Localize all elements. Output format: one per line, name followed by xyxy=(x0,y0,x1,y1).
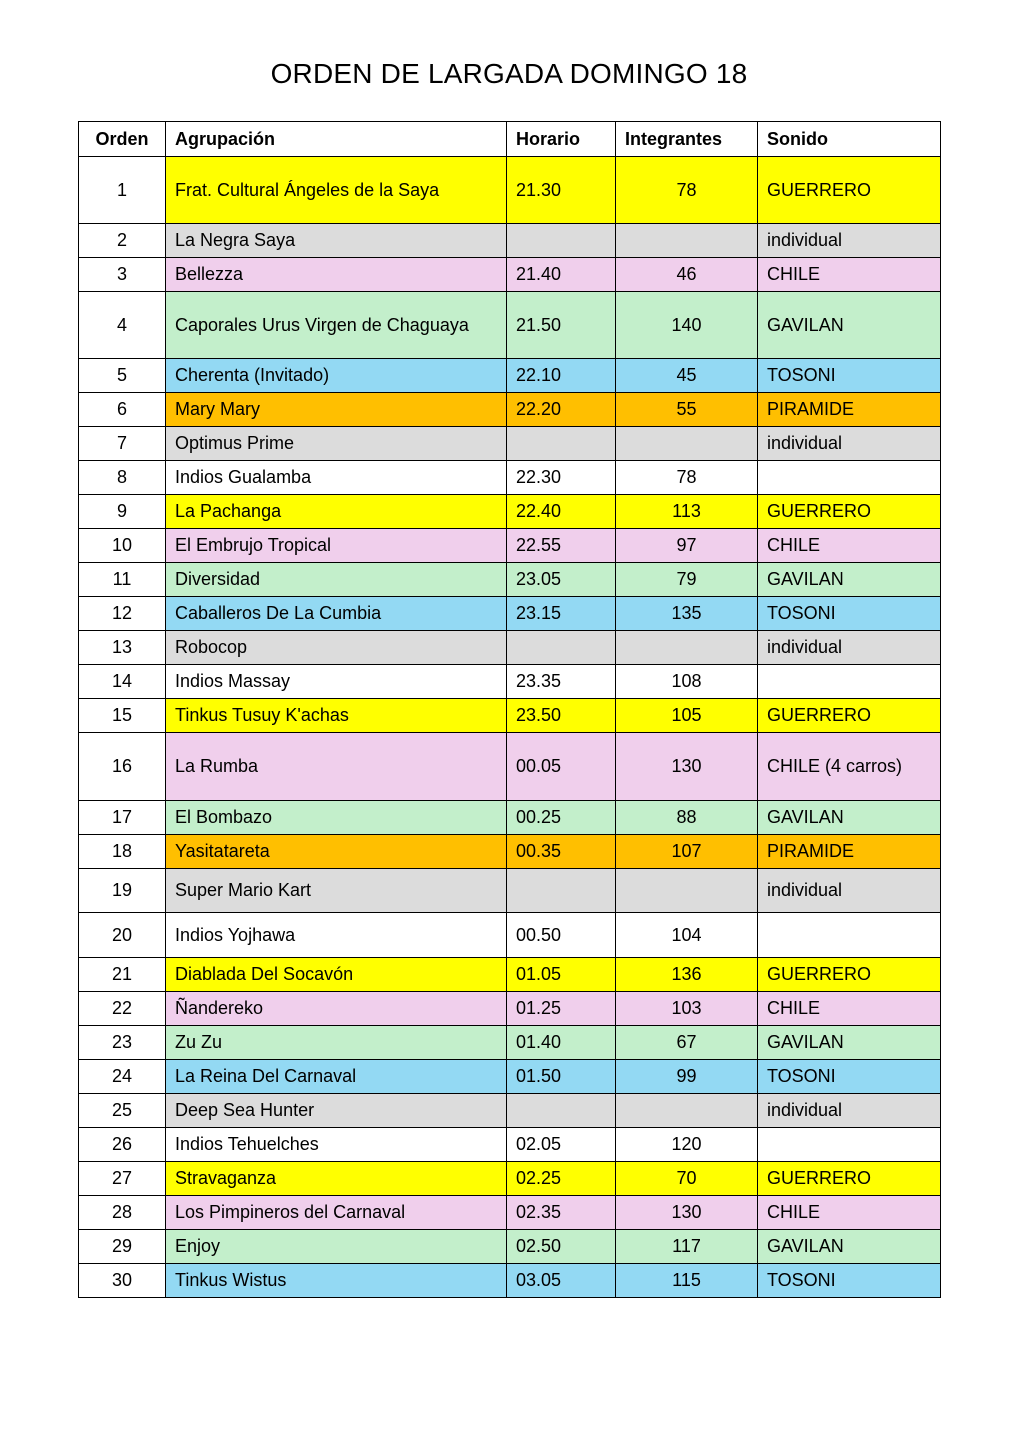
cell-sonido: CHILE xyxy=(758,992,941,1026)
cell-integrantes: 88 xyxy=(616,801,758,835)
cell-sonido: GAVILAN xyxy=(758,801,941,835)
table-row xyxy=(79,733,941,801)
cell-orden: 20 xyxy=(79,913,166,958)
table-row xyxy=(79,359,941,393)
cell-integrantes: 99 xyxy=(616,1060,758,1094)
cell-sonido: individual xyxy=(758,427,941,461)
table-row xyxy=(79,495,941,529)
cell-integrantes xyxy=(616,427,758,461)
table-row xyxy=(79,1060,941,1094)
cell-horario: 01.40 xyxy=(507,1026,616,1060)
header-orden: Orden xyxy=(79,122,166,157)
start-order-table xyxy=(78,121,941,1298)
cell-agrupacion: Diablada Del Socavón xyxy=(166,958,507,992)
cell-orden: 8 xyxy=(79,461,166,495)
table-row xyxy=(79,631,941,665)
cell-sonido: CHILE xyxy=(758,258,941,292)
cell-integrantes: 113 xyxy=(616,495,758,529)
cell-horario: 01.05 xyxy=(507,958,616,992)
cell-agrupacion: Diversidad xyxy=(166,563,507,597)
cell-sonido: GUERRERO xyxy=(758,495,941,529)
cell-integrantes: 140 xyxy=(616,292,758,359)
cell-sonido: GAVILAN xyxy=(758,563,941,597)
table-row xyxy=(79,597,941,631)
cell-integrantes: 130 xyxy=(616,733,758,801)
cell-orden: 28 xyxy=(79,1196,166,1230)
cell-integrantes: 104 xyxy=(616,913,758,958)
cell-horario: 00.05 xyxy=(507,733,616,801)
cell-horario: 23.50 xyxy=(507,699,616,733)
cell-integrantes: 70 xyxy=(616,1162,758,1196)
cell-agrupacion: Caporales Urus Virgen de Chaguaya xyxy=(166,292,507,359)
cell-sonido: GUERRERO xyxy=(758,1162,941,1196)
cell-orden: 26 xyxy=(79,1128,166,1162)
cell-agrupacion: La Rumba xyxy=(166,733,507,801)
cell-integrantes: 130 xyxy=(616,1196,758,1230)
cell-agrupacion: Tinkus Wistus xyxy=(166,1264,507,1298)
cell-orden: 11 xyxy=(79,563,166,597)
cell-sonido: CHILE xyxy=(758,529,941,563)
table-row xyxy=(79,835,941,869)
cell-horario: 02.25 xyxy=(507,1162,616,1196)
cell-orden: 19 xyxy=(79,869,166,913)
cell-agrupacion: Zu Zu xyxy=(166,1026,507,1060)
cell-integrantes xyxy=(616,1094,758,1128)
table-row xyxy=(79,563,941,597)
cell-sonido: PIRAMIDE xyxy=(758,835,941,869)
table-row xyxy=(79,699,941,733)
cell-horario xyxy=(507,869,616,913)
cell-agrupacion: Indios Massay xyxy=(166,665,507,699)
cell-agrupacion: Caballeros De La Cumbia xyxy=(166,597,507,631)
cell-horario: 21.50 xyxy=(507,292,616,359)
cell-orden: 16 xyxy=(79,733,166,801)
table-row xyxy=(79,393,941,427)
cell-agrupacion: Indios Gualamba xyxy=(166,461,507,495)
cell-sonido: GAVILAN xyxy=(758,1026,941,1060)
cell-sonido: GUERRERO xyxy=(758,157,941,224)
cell-agrupacion: Deep Sea Hunter xyxy=(166,1094,507,1128)
cell-orden: 7 xyxy=(79,427,166,461)
header-sonido: Sonido xyxy=(758,122,941,157)
cell-horario: 21.40 xyxy=(507,258,616,292)
table-row xyxy=(79,1196,941,1230)
table-row xyxy=(79,1094,941,1128)
cell-sonido: CHILE xyxy=(758,1196,941,1230)
cell-agrupacion: El Bombazo xyxy=(166,801,507,835)
table-row xyxy=(79,427,941,461)
cell-integrantes: 117 xyxy=(616,1230,758,1264)
cell-agrupacion: Mary Mary xyxy=(166,393,507,427)
cell-agrupacion: Indios Yojhawa xyxy=(166,913,507,958)
cell-sonido: individual xyxy=(758,1094,941,1128)
cell-integrantes: 103 xyxy=(616,992,758,1026)
cell-orden: 30 xyxy=(79,1264,166,1298)
cell-sonido xyxy=(758,461,941,495)
cell-sonido: CHILE (4 carros) xyxy=(758,733,941,801)
cell-horario: 00.35 xyxy=(507,835,616,869)
cell-horario: 22.55 xyxy=(507,529,616,563)
cell-horario: 22.40 xyxy=(507,495,616,529)
cell-integrantes: 67 xyxy=(616,1026,758,1060)
cell-agrupacion: Ñandereko xyxy=(166,992,507,1026)
cell-orden: 22 xyxy=(79,992,166,1026)
cell-integrantes: 45 xyxy=(616,359,758,393)
cell-integrantes: 55 xyxy=(616,393,758,427)
cell-agrupacion: Yasitatareta xyxy=(166,835,507,869)
cell-agrupacion: Cherenta (Invitado) xyxy=(166,359,507,393)
cell-agrupacion: La Pachanga xyxy=(166,495,507,529)
cell-orden: 1 xyxy=(79,157,166,224)
cell-horario: 03.05 xyxy=(507,1264,616,1298)
cell-orden: 10 xyxy=(79,529,166,563)
table-row xyxy=(79,258,941,292)
cell-sonido: TOSONI xyxy=(758,597,941,631)
cell-orden: 23 xyxy=(79,1026,166,1060)
table-row xyxy=(79,869,941,913)
table-row xyxy=(79,292,941,359)
cell-orden: 27 xyxy=(79,1162,166,1196)
cell-integrantes xyxy=(616,631,758,665)
cell-horario: 23.15 xyxy=(507,597,616,631)
cell-sonido: individual xyxy=(758,224,941,258)
header-agrupacion: Agrupación xyxy=(166,122,507,157)
cell-horario: 00.25 xyxy=(507,801,616,835)
cell-orden: 24 xyxy=(79,1060,166,1094)
cell-sonido: GAVILAN xyxy=(758,1230,941,1264)
cell-integrantes: 105 xyxy=(616,699,758,733)
table-row xyxy=(79,1128,941,1162)
cell-horario: 02.05 xyxy=(507,1128,616,1162)
cell-horario xyxy=(507,1094,616,1128)
cell-orden: 18 xyxy=(79,835,166,869)
cell-orden: 2 xyxy=(79,224,166,258)
cell-sonido xyxy=(758,913,941,958)
cell-agrupacion: Robocop xyxy=(166,631,507,665)
cell-sonido: GAVILAN xyxy=(758,292,941,359)
cell-sonido: GUERRERO xyxy=(758,958,941,992)
cell-integrantes: 46 xyxy=(616,258,758,292)
cell-orden: 5 xyxy=(79,359,166,393)
cell-orden: 9 xyxy=(79,495,166,529)
cell-sonido xyxy=(758,1128,941,1162)
cell-orden: 25 xyxy=(79,1094,166,1128)
cell-integrantes: 136 xyxy=(616,958,758,992)
cell-agrupacion: Enjoy xyxy=(166,1230,507,1264)
cell-horario: 01.25 xyxy=(507,992,616,1026)
cell-agrupacion: Los Pimpineros del Carnaval xyxy=(166,1196,507,1230)
table-header-row xyxy=(79,122,941,157)
table-row xyxy=(79,992,941,1026)
page-title: ORDEN DE LARGADA DOMINGO 18 xyxy=(270,58,748,89)
cell-integrantes: 120 xyxy=(616,1128,758,1162)
cell-horario xyxy=(507,427,616,461)
table-row xyxy=(79,157,941,224)
cell-integrantes: 135 xyxy=(616,597,758,631)
cell-horario: 23.35 xyxy=(507,665,616,699)
cell-integrantes: 97 xyxy=(616,529,758,563)
cell-integrantes: 78 xyxy=(616,461,758,495)
table-row xyxy=(79,529,941,563)
table-row xyxy=(79,958,941,992)
cell-orden: 12 xyxy=(79,597,166,631)
table-row xyxy=(79,1264,941,1298)
cell-orden: 14 xyxy=(79,665,166,699)
cell-orden: 17 xyxy=(79,801,166,835)
cell-orden: 4 xyxy=(79,292,166,359)
cell-agrupacion: La Negra Saya xyxy=(166,224,507,258)
cell-horario: 01.50 xyxy=(507,1060,616,1094)
cell-orden: 15 xyxy=(79,699,166,733)
table-row xyxy=(79,1026,941,1060)
cell-sonido: TOSONI xyxy=(758,1060,941,1094)
table-row xyxy=(79,801,941,835)
cell-agrupacion: Indios Tehuelches xyxy=(166,1128,507,1162)
table-row xyxy=(79,665,941,699)
cell-orden: 29 xyxy=(79,1230,166,1264)
cell-agrupacion: Frat. Cultural Ángeles de la Saya xyxy=(166,157,507,224)
cell-integrantes: 115 xyxy=(616,1264,758,1298)
cell-integrantes xyxy=(616,869,758,913)
cell-horario xyxy=(507,224,616,258)
cell-horario: 22.10 xyxy=(507,359,616,393)
cell-integrantes: 108 xyxy=(616,665,758,699)
cell-orden: 13 xyxy=(79,631,166,665)
cell-agrupacion: Bellezza xyxy=(166,258,507,292)
cell-agrupacion: La Reina Del Carnaval xyxy=(166,1060,507,1094)
cell-sonido: TOSONI xyxy=(758,359,941,393)
cell-horario: 02.35 xyxy=(507,1196,616,1230)
header-horario: Horario xyxy=(507,122,616,157)
cell-horario: 22.20 xyxy=(507,393,616,427)
cell-orden: 3 xyxy=(79,258,166,292)
cell-integrantes: 107 xyxy=(616,835,758,869)
cell-agrupacion: Stravaganza xyxy=(166,1162,507,1196)
cell-orden: 21 xyxy=(79,958,166,992)
cell-integrantes: 78 xyxy=(616,157,758,224)
cell-sonido: GUERRERO xyxy=(758,699,941,733)
cell-sonido: TOSONI xyxy=(758,1264,941,1298)
cell-horario: 22.30 xyxy=(507,461,616,495)
cell-horario: 00.50 xyxy=(507,913,616,958)
cell-orden: 6 xyxy=(79,393,166,427)
table-row xyxy=(79,461,941,495)
cell-agrupacion: Optimus Prime xyxy=(166,427,507,461)
table-row xyxy=(79,1230,941,1264)
cell-sonido: PIRAMIDE xyxy=(758,393,941,427)
cell-agrupacion: Super Mario Kart xyxy=(166,869,507,913)
table-row xyxy=(79,1162,941,1196)
table-row xyxy=(79,224,941,258)
cell-integrantes xyxy=(616,224,758,258)
table-row xyxy=(79,913,941,958)
cell-sonido xyxy=(758,665,941,699)
cell-sonido: individual xyxy=(758,631,941,665)
cell-horario: 23.05 xyxy=(507,563,616,597)
cell-horario: 21.30 xyxy=(507,157,616,224)
cell-agrupacion: Tinkus Tusuy K'achas xyxy=(166,699,507,733)
cell-agrupacion: El Embrujo Tropical xyxy=(166,529,507,563)
cell-horario: 02.50 xyxy=(507,1230,616,1264)
cell-sonido: individual xyxy=(758,869,941,913)
cell-integrantes: 79 xyxy=(616,563,758,597)
cell-horario xyxy=(507,631,616,665)
header-integrantes: Integrantes xyxy=(616,122,758,157)
